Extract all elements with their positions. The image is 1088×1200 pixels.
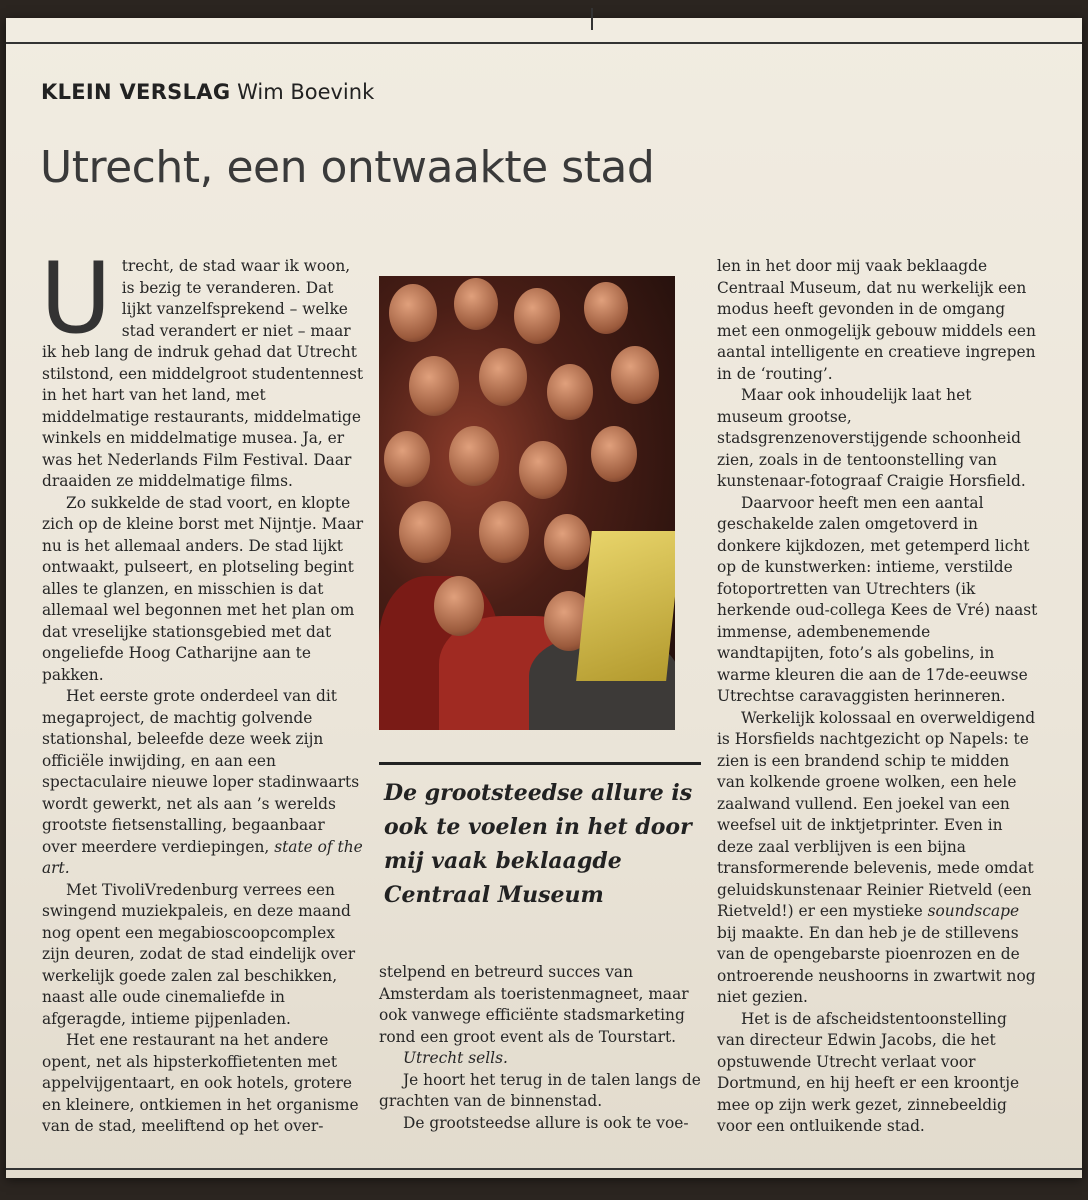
- yellow-sign: [576, 531, 675, 681]
- article-column-2: [379, 962, 701, 1134]
- paragraph: len in het door mij vaak beklaagde Centraal Museum, dat nu werkelijk een modus heeft gevonden in de omgang met een onmogelijk gebouw middels een aantal intelligente en creatieve ingrepen in de ‘routing’.: [717, 257, 1036, 383]
- paragraph: Werkelijk kolossaal en overweldigend is Horsfields nachtgezicht op Napels: te zien is een brandend schip te midden van kolkende groene wolken, een hele zaalwand vullend. Een joekel van een weefsel uit de inktjetprinter. Even in deze zaal verblijven is een bijna transformerende belevenis, mede omdat geluidskunstenaar Reinier Rietveld (een Rietveld!) er een mystieke soundscape bij maakte. En dan heb je de stillevens van de opengebarste pioenrozen en de ontroerende neushoorns in zwartwit nog niet gezien.: [717, 708, 1036, 1006]
- bottom-rule: [6, 1168, 1082, 1170]
- newspaper-page: [6, 18, 1082, 1178]
- paragraph: De grootsteedse allure is ook te voe-: [403, 1113, 689, 1132]
- author-name: Wim Boevink: [237, 80, 375, 104]
- paragraph: Met TivoliVredenburg verrees een swingend muziekpaleis, en deze maand nog opent een megabioscoopcomplex zijn deuren, zodat de stad eindelijk over werkelijk goede zalen zal beschikken, naast alle oude cinemaliefde in afgeragde, intieme pijpenladen.: [42, 880, 356, 1028]
- pull-quote: De grootsteedse allure is ook te voelen in het door mij vaak beklaagde Centraal Museum: [384, 780, 693, 908]
- italic-phrase: soundscape: [927, 902, 1020, 920]
- paragraph: Zo sukkelde de stad voort, en klopte zich op de kleine borst met Nijntje. Maar nu is het allemaal anders. De stad lijkt ontwaakt, pulseert, en plotseling begint alles te glanzen, en misschien is dat allemaal wel begonnen met het plan om dat vreselijke stationsgebied met dat ongeliefde Hoog Catharijne aan te pakken.: [42, 493, 364, 684]
- pullquote-rule: [379, 762, 701, 765]
- paragraph: stelpend en betreurd succes van Amsterdam als toeristenmagneet, maar ook vanwege efficiënte stadsmarketing rond een groot event als de Tourstart.: [379, 963, 689, 1046]
- top-rule: [6, 42, 1082, 44]
- column-kicker: [41, 80, 374, 104]
- italic-phrase: state of the art.: [42, 837, 363, 877]
- paragraph: Het is de afscheidstentoonstelling van directeur Edwin Jacobs, die het opstuwende Utrecht verlaat voor Dortmund, en hij heeft er een kroontje mee op zijn werk gezet, zinnebeeldig voor een ontluikende stad.: [717, 1009, 1020, 1135]
- paragraph: Je hoort het terug in de talen langs de grachten van de binnenstad.: [379, 1070, 701, 1110]
- article-headline: Utrecht, een ontwaakte stad: [40, 142, 655, 193]
- fold-mark: [591, 8, 593, 30]
- paragraph: Het ene restaurant na het andere opent, net als hipsterkoffietenten met appelvijgentaart, en ook hotels, grotere en kleinere, ontkiemen in het organisme van de stad, meeliftend op het over-: [42, 1031, 359, 1135]
- paragraph: Het eerste grote onderdeel van dit megaproject, de machtig golvende stationshal, beleefde deze week zijn officiële inwijding, en aan een spectaculaire nieuwe loper stadinwaarts wordt gewerkt, net als aan ’s werelds grootste fietsenstalling, begaanbaar over meerdere verdiepingen, state of the art.: [42, 687, 363, 877]
- paragraph: Utrecht, de stad waar ik woon, is bezig te veranderen. Dat lijkt vanzelfsprekend – welke stad verandert er niet – maar ik heb lang de indruk gehad dat Utrecht stilstond, een middelgroot studentennest in het hart van het land, met middelmatige restaurants, middelmatige winkels en middelmatige musea. Ja, er was het Nederlands Film Festival. Daar draaiden ze middelmatige films.: [40, 242, 364, 490]
- article-photo: [379, 276, 675, 730]
- kicker-label: KLEIN VERSLAG: [41, 80, 231, 104]
- article-column-3: [717, 256, 1039, 1138]
- article-column-1: [40, 242, 364, 1138]
- paragraph: Utrecht sells.: [403, 1049, 508, 1067]
- paragraph: Maar ook inhoudelijk laat het museum grootse, stadsgrenzenoverstijgende schoonheid zien, zoals in de tentoonstelling van kunstenaar-fotograaf Craigie Horsfield.: [717, 386, 1026, 490]
- drop-cap: U: [40, 242, 112, 356]
- paragraph: Daarvoor heeft men een aantal geschakelde zalen omgetoverd in donkere kijkdozen, met getemperd licht op de kunstwerken: intieme, verstilde fotoportretten van Utrechters (ik herkende oud-collega Kees de Vré) naast immense, adembenemende wandtapijten, foto’s als gobelins, in warme kleuren die aan de 17de-eeuwse Utrechtse caravaggisten herinneren.: [717, 493, 1038, 705]
